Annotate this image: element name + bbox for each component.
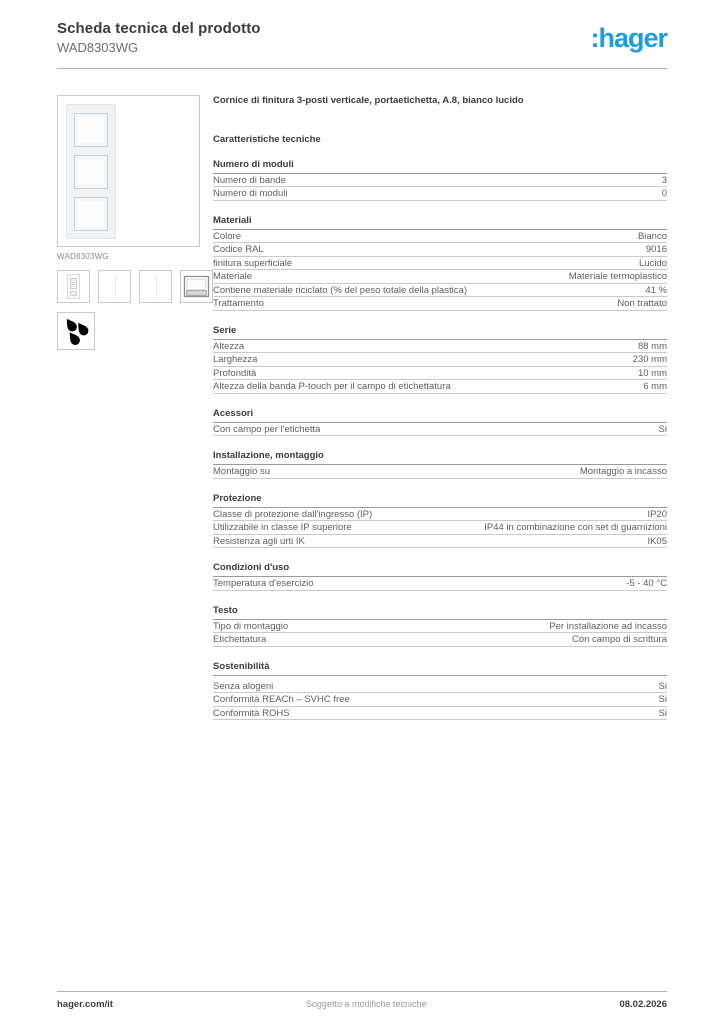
spec-section <box>213 215 667 311</box>
frame-3gang-vertical-drawing <box>66 104 116 239</box>
frame-window-2 <box>74 155 108 189</box>
spec-label: Profondità <box>213 367 257 379</box>
spec-value: Montaggio a incasso <box>579 466 667 478</box>
spec-label: Altezza della banda P-touch per il campo di etichettatura <box>213 381 451 393</box>
spec-row <box>213 535 667 549</box>
spec-value: Si <box>658 694 667 706</box>
label-holder-frame-icon <box>181 271 212 302</box>
spec-row <box>213 521 667 535</box>
spec-value: 3 <box>661 174 667 186</box>
spec-row <box>213 707 667 721</box>
spec-label: finitura superficiale <box>213 257 293 269</box>
spec-label: Numero di moduli <box>213 188 288 200</box>
spec-row <box>213 577 667 591</box>
spec-column <box>213 95 667 720</box>
characteristics-title: Caratteristiche tecniche <box>213 133 321 145</box>
page-footer <box>57 991 667 1010</box>
spec-label: Larghezza <box>213 354 258 366</box>
spec-label: Classe di protezione dall'ingresso (IP) <box>213 508 373 520</box>
spec-section <box>213 450 667 479</box>
spec-row <box>213 340 667 354</box>
spec-value: 9016 <box>645 244 667 256</box>
section-title: Serie <box>213 325 667 340</box>
hager-logo: :hager <box>590 23 667 53</box>
spec-value: Non trattato <box>617 298 667 310</box>
frame-window-1 <box>74 113 108 147</box>
spec-value: Si <box>658 707 667 719</box>
frame-blank-thumb-1 <box>98 270 131 303</box>
spec-value: IP20 <box>647 508 667 520</box>
spec-section <box>213 325 667 394</box>
spec-section <box>213 562 667 591</box>
spec-row <box>213 353 667 367</box>
section-title: Protezione <box>213 493 667 508</box>
footer-divider <box>57 991 667 992</box>
spec-section <box>213 493 667 549</box>
product-media-column <box>57 95 213 720</box>
spec-label: Codice RAL <box>213 244 264 256</box>
spec-row <box>213 230 667 244</box>
spec-label: Etichettatura <box>213 634 267 646</box>
content-area <box>57 95 667 720</box>
spec-value: Con campo di scrittura <box>571 634 667 646</box>
spec-value: IP44 in combinazione con set di guarnizioni <box>484 522 667 534</box>
spec-label: Temperatura d'esercizio <box>213 578 314 590</box>
spec-label: Resistenza agli urti IK <box>213 535 305 547</box>
spec-label: Con campo per l'etichetta <box>213 423 321 435</box>
spec-section <box>213 408 667 437</box>
spec-row <box>213 693 667 707</box>
spec-value: Si <box>658 680 667 692</box>
spec-row <box>213 620 667 634</box>
spec-section <box>213 661 667 721</box>
spec-section <box>213 159 667 201</box>
spec-label: Conformità ROHS <box>213 707 290 719</box>
spec-row <box>213 680 667 694</box>
header-titles <box>57 20 261 55</box>
spec-row <box>213 633 667 647</box>
water-drops-icon <box>57 312 95 350</box>
section-title: Materiali <box>213 215 667 230</box>
spec-value: 10 mm <box>637 367 667 379</box>
header-divider <box>57 68 667 69</box>
spec-row <box>213 380 667 394</box>
spec-row <box>213 367 667 381</box>
spec-value: Bianco <box>637 230 667 242</box>
footer-website-link[interactable]: hager.com/it <box>57 999 113 1010</box>
spec-label: Tipo di montaggio <box>213 620 289 632</box>
section-title: Numero di moduli <box>213 159 667 174</box>
spec-label: Altezza <box>213 340 245 352</box>
spec-row <box>213 508 667 522</box>
page-title: Scheda tecnica del prodotto <box>57 20 261 37</box>
spec-value: Si <box>658 423 667 435</box>
spec-label: Conformità REACh – SVHC free <box>213 694 350 706</box>
spec-value: IK05 <box>647 535 667 547</box>
spec-value: 88 mm <box>637 340 667 352</box>
spec-value: Materiale termoplastico <box>568 271 667 283</box>
page-header <box>57 20 667 55</box>
frame-window-3 <box>74 197 108 231</box>
section-title: Installazione, montaggio <box>213 450 667 465</box>
spec-value: 230 mm <box>632 354 667 366</box>
section-title: Acessori <box>213 408 667 423</box>
spec-label: Materiale <box>213 271 253 283</box>
spec-row <box>213 174 667 188</box>
spec-label: Numero di bande <box>213 174 286 186</box>
product-code: WAD8303WG <box>57 40 139 55</box>
spec-row <box>213 243 667 257</box>
frame-blank-thumb-2 <box>139 270 172 303</box>
spec-row <box>213 297 667 311</box>
spec-value: 41 % <box>645 284 667 296</box>
footer-date: 08.02.2026 <box>619 999 667 1010</box>
spec-label: Montaggio su <box>213 466 271 478</box>
spec-value: Lucido <box>639 257 667 269</box>
spec-row <box>213 284 667 298</box>
section-title: Condizioni d'uso <box>213 562 667 577</box>
spec-value: -5 - 40 °C <box>626 578 667 590</box>
spec-row <box>213 465 667 479</box>
spec-value: Per installazione ad incasso <box>549 620 667 632</box>
footer-disclaimer: Soggetto a modifiche tecniche <box>305 999 427 1009</box>
spec-value: 0 <box>661 188 667 200</box>
spec-row <box>213 187 667 201</box>
section-title: Testo <box>213 605 667 620</box>
spec-label: Trattamento <box>213 298 264 310</box>
spec-sections <box>213 159 667 721</box>
frame-3gang-vertical-thumb <box>57 270 90 303</box>
image-caption: WAD8303WG <box>57 252 109 261</box>
spec-row <box>213 423 667 437</box>
spec-row <box>213 257 667 271</box>
spec-section <box>213 605 667 647</box>
product-description: Cornice di finitura 3-posti verticale, portaetichetta, A.8, bianco lucido <box>213 95 524 106</box>
spec-label: Senza alogeni <box>213 680 274 692</box>
label-holder-frame-thumb <box>180 270 213 303</box>
section-title: Sostenibilità <box>213 661 667 676</box>
spec-row <box>213 270 667 284</box>
spec-label: Utilizzabile in classe IP superiore <box>213 522 352 534</box>
spec-label: Contiene materiale riciclato (% del peso totale della plastica) <box>213 284 467 296</box>
product-image <box>57 95 200 247</box>
spec-value: 6 mm <box>643 381 667 393</box>
spec-label: Colore <box>213 230 241 242</box>
thumbnail-strip <box>57 270 213 303</box>
